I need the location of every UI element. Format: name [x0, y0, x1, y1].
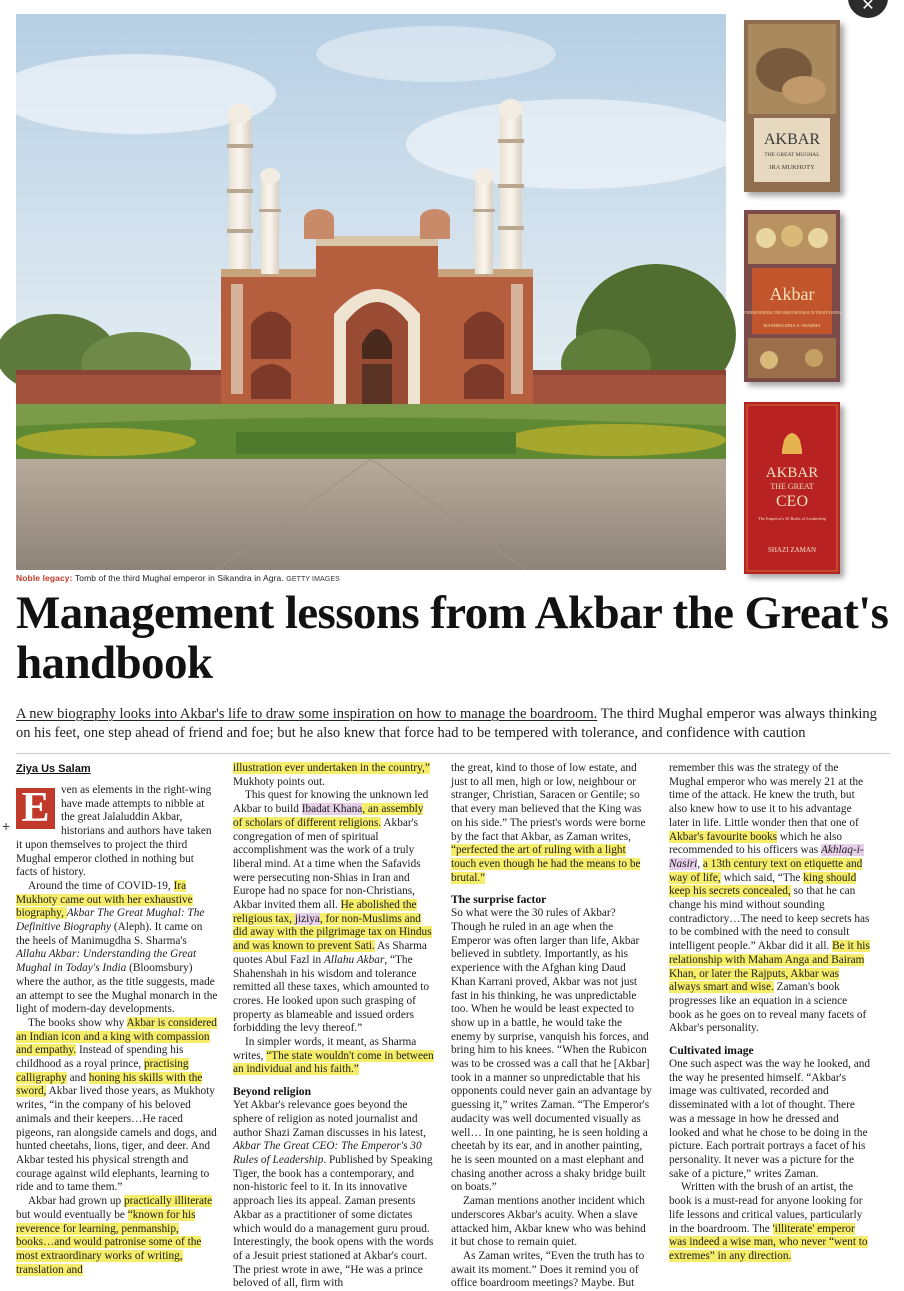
- highlight: king should keep his secrets concealed,: [669, 871, 857, 898]
- book3-subtitle: The Emperor's 30 Rules of Leadership: [758, 516, 826, 521]
- book2-author: MANIMUGDHA S. SHARMA: [763, 323, 821, 328]
- paragraph: illustration ever undertaken in the country,” Mukhoty points out.: [233, 762, 430, 788]
- paragraph: Yet Akbar's relevance goes beyond the sphere of religion as noted journalist and author Shazi Zaman discusses in his latest, Akbar The Great CEO: The Emperor's 30 Rules of Leadership. Published by Speaking Tiger, the book has a contemporary, and non-historic feel to it. In its innovative approach lies its appeal. Zaman presents Akbar as a practitioner of some dictates which would do a management guru proud. Interestingly, the book opens with the words of a Jesuit priest stationed at Akbar's court. The priest wrote in awe, “He was a prince beloved of all, firm with: [233, 1099, 434, 1290]
- highlight: Be it his relationship with Maham Anga and Bairam Khan, or later the Rajputs, Akbar was always smart and wise.: [669, 940, 870, 994]
- close-icon: ✕: [861, 0, 875, 14]
- article-column-1: [16, 762, 218, 1277]
- highlight: illustration ever undertaken in the country,”: [233, 762, 430, 774]
- book2-title: Akbar: [769, 284, 815, 304]
- paragraph: remember this was the strategy of the Mughal emperor who was merely 21 at the time of the attack. He knew the truth, but also knew how to use it to his advantage later in life. Little wonder then that one of Akbar's favourite books which he also recommended to his officers was Akhlaq-i-Nasiri, a 13th century text on etiquette and way of life, which said, “The king should keep his secrets concealed, so that he can change his mind without sounding contradictory…The need to keep secrets has to be combined with the need to consult intelligent people.” Akbar did it all. Be it his relationship with Maham Anga and Bairam Khan, or later the Rajputs, Akbar was always smart and wise. Zaman's book progresses like an equation in a science book as he goes on to reveal many facets of Akbar's personality.: [669, 762, 870, 1035]
- paragraph: So what were the 30 rules of Akbar? Though he ruled in an age when the Emperor was often larger than life, Akbar believed in subtlety. Importantly, as his experience with the Afghan king Daud Khan Karrani proved, Akbar was not just fast in his thinking, he was unpredictable too. When he would be least expected to show up in a battle, he would take the enemy by surprise, vanquish his forces, and bring him to his knees. “When the Rubicon was to be crossed was a call that he [Akbar] took in a manner so unpredictable that his opponents could never gain an advantage by guessing it,” writes Zaman. “The Emperor's audacity was well documented visually as well… In one painting, he is seen holding a cheetah by its ear, and in another painting, he is seen mounted on a mast elephant and chasing another across a shaky bridge built on boats.”: [451, 907, 652, 1194]
- highlight: He abolished the religious tax,: [233, 899, 417, 925]
- subheading: Cultivated image: [669, 1044, 754, 1058]
- highlight: , for non-Muslims and did away with the pilgrimage tax on Hindus and was known to prevent Sati.: [233, 912, 432, 953]
- book-cover-akbar-great-mughal: [744, 20, 840, 192]
- book1-author: IRA MUKHOTY: [769, 164, 815, 171]
- highlight-pink: Ibadat Khana: [301, 803, 363, 816]
- book-cover-akbar-great-ceo: [744, 402, 840, 574]
- article-column-2: [233, 762, 435, 1291]
- highlight: 'illiterate' emperor was indeed a wise man, who never “went to extremes” in any direction.: [669, 1222, 868, 1262]
- paragraph: This quest for knowing the unknown led Akbar to build Ibadat Khana, an assembly of scholars of different religions. Akbar's congregation of men of spiritual accomplishment was the work of a truly liberal mind. At a time when the Safavids were persecuting non-Shias in Iran and Europe had no space for non-Christians, Akbar invited them all. He abolished the religious tax, jiziya, for non-Muslims and did away with the pilgrimage tax on Hindus and was known to prevent Sati. As Sharma quotes Abul Fazl in Allahu Akbar, “The Shahenshah in his wisdom and tolerance remitted all these taxes, which amounted to crores. He looked upon such grasping of property as blameable and issued orders forbidding the levy thereof.”: [233, 789, 432, 1035]
- subheading: The surprise factor: [451, 893, 547, 907]
- highlight-pink: Akhlaq-i-Nasiri: [669, 844, 864, 870]
- byline: Ziya Us Salam: [16, 763, 91, 775]
- book3-title3: CEO: [776, 493, 808, 510]
- paragraph: The books show why Akbar is considered an Indian icon and a king with compassion and empathy. Instead of spending his childhood as a royal prince, practising calligraphy and honing his skills with the sword, Akbar lived those years, as Mukhoty writes, “in the company of his beloved animals and their keepers…He raced pigeons, ran alongside camels and dogs, and hunted cheetahs, lions, tiger, and deer. And Akbar tested his physical strength and courage against wild elephants, learning to ride and to tame them.”: [16, 1016, 217, 1194]
- paragraph: E ven as elements in the right-wing have made attempts to nibble at the great Jalaluddin Akbar, historians and authors have taken it upon themselves to project the third Mughal emperor clothed in nothing but facts of history.: [16, 784, 212, 879]
- highlight: honing his skills with the sword,: [16, 1071, 203, 1098]
- book1-subtitle: THE GREAT MUGHAL: [764, 152, 820, 158]
- book1-title: AKBAR: [763, 131, 821, 148]
- divider: [16, 753, 890, 754]
- paragraph: Zaman mentions another incident which underscores Akbar's acuity. When a slave attacked him, Akbar knew who was behind it but chose to remain quiet.: [451, 1195, 646, 1249]
- standfirst-rest: The third Mughal emperor was always thinking on his feet, one step ahead of friend and foe; but he also knew that force had to be tempered with tolerance, and confidence with caution: [16, 706, 877, 741]
- paragraph: As Zaman writes, “Even the truth has to await its moment.” Does it remind you of office boardroom meetings? Maybe. But: [451, 1249, 645, 1290]
- book-covers: [736, 14, 876, 584]
- paragraph: In simpler words, it meant, as Sharma writes, “The state wouldn't come in between an individual and his faith.”: [233, 1036, 434, 1076]
- standfirst-underlined: A new biography looks into Akbar's life to draw some inspiration on how to manage the boardroom.: [16, 706, 598, 722]
- book3-title2: THE GREAT: [770, 482, 814, 491]
- highlight: “known for his reverence for learning, penmanship, books…and would patronise some of the most extraordinary works of writing, translation and: [16, 1208, 202, 1276]
- drop-cap: E: [16, 788, 55, 829]
- highlight: , an assembly of scholars of different religions.: [233, 803, 424, 829]
- paragraph: Around the time of COVID-19, Ira Mukhoty came out with her exhaustive biography, Akbar The Great Mughal: The Definitive Biography (Aleph). It came on the heels of Manimugdha S. Sharma's Allahu Akbar: Understanding the Great Mughal in Today's India (Bloomsbury) where the author, as the title suggests, made an attempt to see the Mughal monarch in the light of modern-day developments.: [16, 879, 218, 1016]
- photo-caption: [16, 573, 340, 583]
- highlight: Akbar is considered an Indian icon and a king with compassion and empathy.: [16, 1016, 217, 1057]
- book3-title: AKBAR: [765, 465, 819, 481]
- highlight-pink: jiziya: [294, 912, 320, 925]
- caption-credit: GETTY IMAGES: [286, 576, 340, 583]
- main-photo: [16, 14, 726, 570]
- paragraph: One such aspect was the way he looked, and the way he presented himself. “Akbar's image was cultivated, recorded and disseminated with a lot of thought. There was a message in how he dressed and looked and what he chose to be doing in the picture. Each portrait portrays a facet of his personality. It never was a picture for the sake of a picture,” writes Zaman.: [669, 1058, 871, 1180]
- caption-text: Tomb of the third Mughal emperor in Sikandra in Agra.: [72, 573, 287, 583]
- highlight: practising calligraphy: [16, 1058, 189, 1084]
- highlight: Ira Mukhoty came out with her exhaustive biography,: [16, 879, 193, 920]
- highlight: Akbar's favourite books: [669, 830, 778, 843]
- article-headline: Management lessons from Akbar the Great's handbook: [16, 587, 889, 689]
- highlight: “The state wouldn't come in between an individual and his faith.”: [233, 1049, 434, 1076]
- subheading: Beyond religion: [233, 1085, 312, 1099]
- highlight: practically illiterate: [124, 1195, 213, 1208]
- book2-subtitle: UNDERSTANDING THE GREAT MUGHAL IN TODAY'S INDIA: [742, 311, 842, 315]
- paragraph: Written with the brush of an artist, the book is a must-read for anyone looking for life lessons and critical values, particularly in the boardroom. The 'illiterate' emperor was indeed a wise man, who never “went to extremes” in any direction.: [669, 1181, 868, 1262]
- paragraph: the great, kind to those of low estate, and just to all men, high or low, neighbour or stranger, Christian, Saracen or Gentile; so that every man believed that the King was on his side.” The priest's words were borne by the fact that Akbar, as Zaman writes, “perfected the art of ruling with a light touch even though he had the means to be brutal.”: [451, 762, 646, 884]
- caption-lead: Noble legacy:: [16, 573, 73, 583]
- book3-author: SHAZI ZAMAN: [767, 546, 817, 554]
- book-cover-allahu-akbar: [744, 210, 840, 382]
- plus-mark: +: [2, 818, 11, 834]
- highlight: a 13th century text on etiquette and way of life,: [669, 857, 863, 884]
- article-column-4: [669, 762, 871, 1264]
- article-standfirst: [16, 705, 892, 743]
- paragraph: Akbar had grown up practically illiterate but would eventually be “known for his reverence for learning, penmanship, books…and would patronise some of the most extraordinary works of writing, translation and: [16, 1195, 213, 1276]
- article-column-3: [451, 762, 653, 1291]
- highlight: “perfected the art of ruling with a light touch even though he had the means to be brutal.”: [451, 844, 641, 884]
